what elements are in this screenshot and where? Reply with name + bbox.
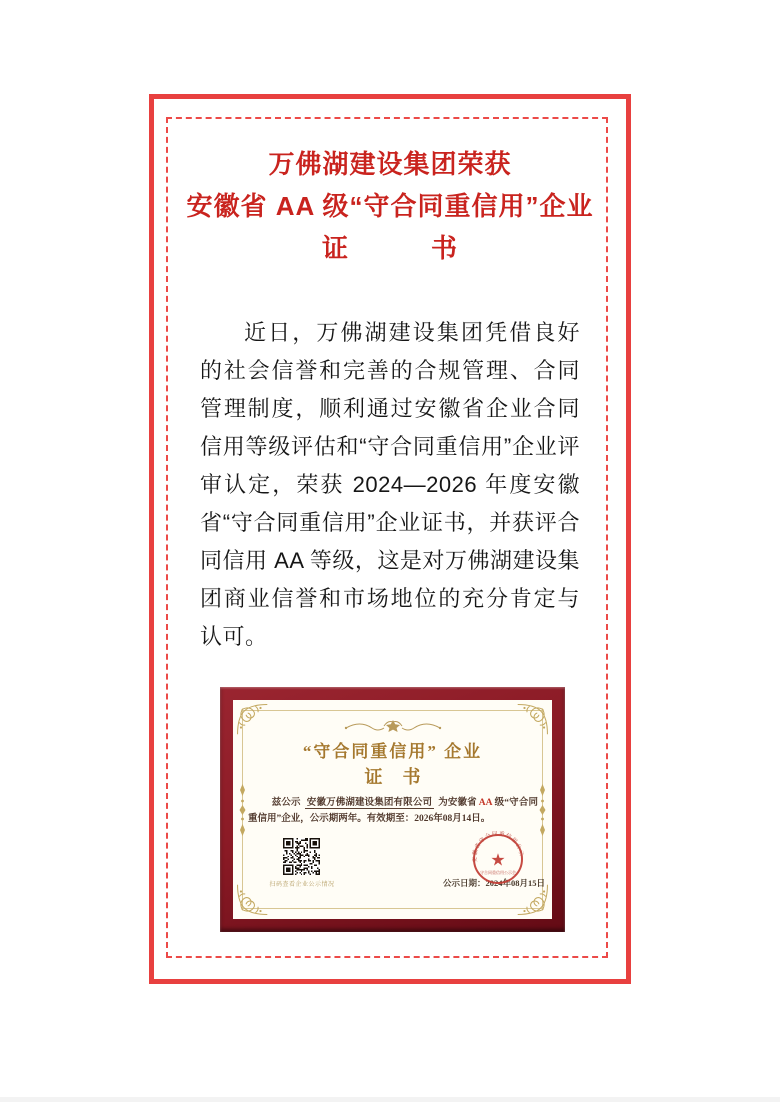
title-char-zheng: 证 (321, 233, 349, 263)
cert-body-suffix: 级“守合同重信用”企业，公示期两年。有效期至：2026年08月14日。 (248, 798, 538, 824)
publish-date: 公示日期：2024年08月15日 (443, 878, 546, 888)
title-char-shu: 书 (431, 233, 459, 263)
article-title-line2: 安徽省 AA 级“守合同重信用”企业 (186, 191, 594, 221)
cert-char-zheng: 证 (364, 767, 383, 787)
qr-caption: 扫码查看企业公示情况 (269, 882, 335, 888)
top-flourish-icon (338, 718, 448, 734)
article-title-line3 (149, 227, 631, 269)
certificate-image (220, 687, 565, 932)
cert-company-name: 安徽万佛湖建设集团有限公司 (306, 798, 433, 808)
side-ornament-icon (238, 782, 247, 838)
seal-line-text: 守合同重信用公示会 (480, 870, 516, 875)
side-ornament-icon (538, 782, 547, 838)
cert-body-mid: 为安徽省 (438, 798, 477, 808)
qr-code-image (283, 838, 320, 875)
seal-star-icon: ★ (490, 850, 506, 870)
cert-body-prefix: 兹公示 (271, 798, 301, 808)
corner-flourish-icon (235, 702, 269, 736)
cert-char-shu: 书 (402, 767, 421, 787)
certificate-body (248, 795, 538, 827)
corner-flourish-icon (516, 702, 550, 736)
cert-grade: AA (478, 798, 493, 808)
official-seal-icon (468, 829, 528, 889)
seal-arc-text: 安徽省守合同重信用公示 (472, 831, 524, 863)
certificate-paper (233, 700, 552, 919)
certificate-title: “守合同重信用” 企业 (302, 742, 483, 761)
corner-flourish-icon (235, 883, 269, 917)
certificate-subtitle (233, 763, 552, 789)
article-body: 近日，万佛湖建设集团凭借良好的社会信誉和完善的合规管理、合同管理制度，顺利通过安徽省企业合同信用等级评估和“守合同重信用”企业评审认定，荣获 2024—2026 年度安徽省“守合同重信用”企业证书，并获评合同信用 AA 等级，这是对万佛湖建设集团商业信誉和市场地位的充分肯定与认可。 (200, 320, 580, 649)
article-title (149, 143, 631, 269)
page-bottom-edge (0, 1097, 780, 1102)
article-title-line1: 万佛湖建设集团荣获 (268, 149, 512, 179)
